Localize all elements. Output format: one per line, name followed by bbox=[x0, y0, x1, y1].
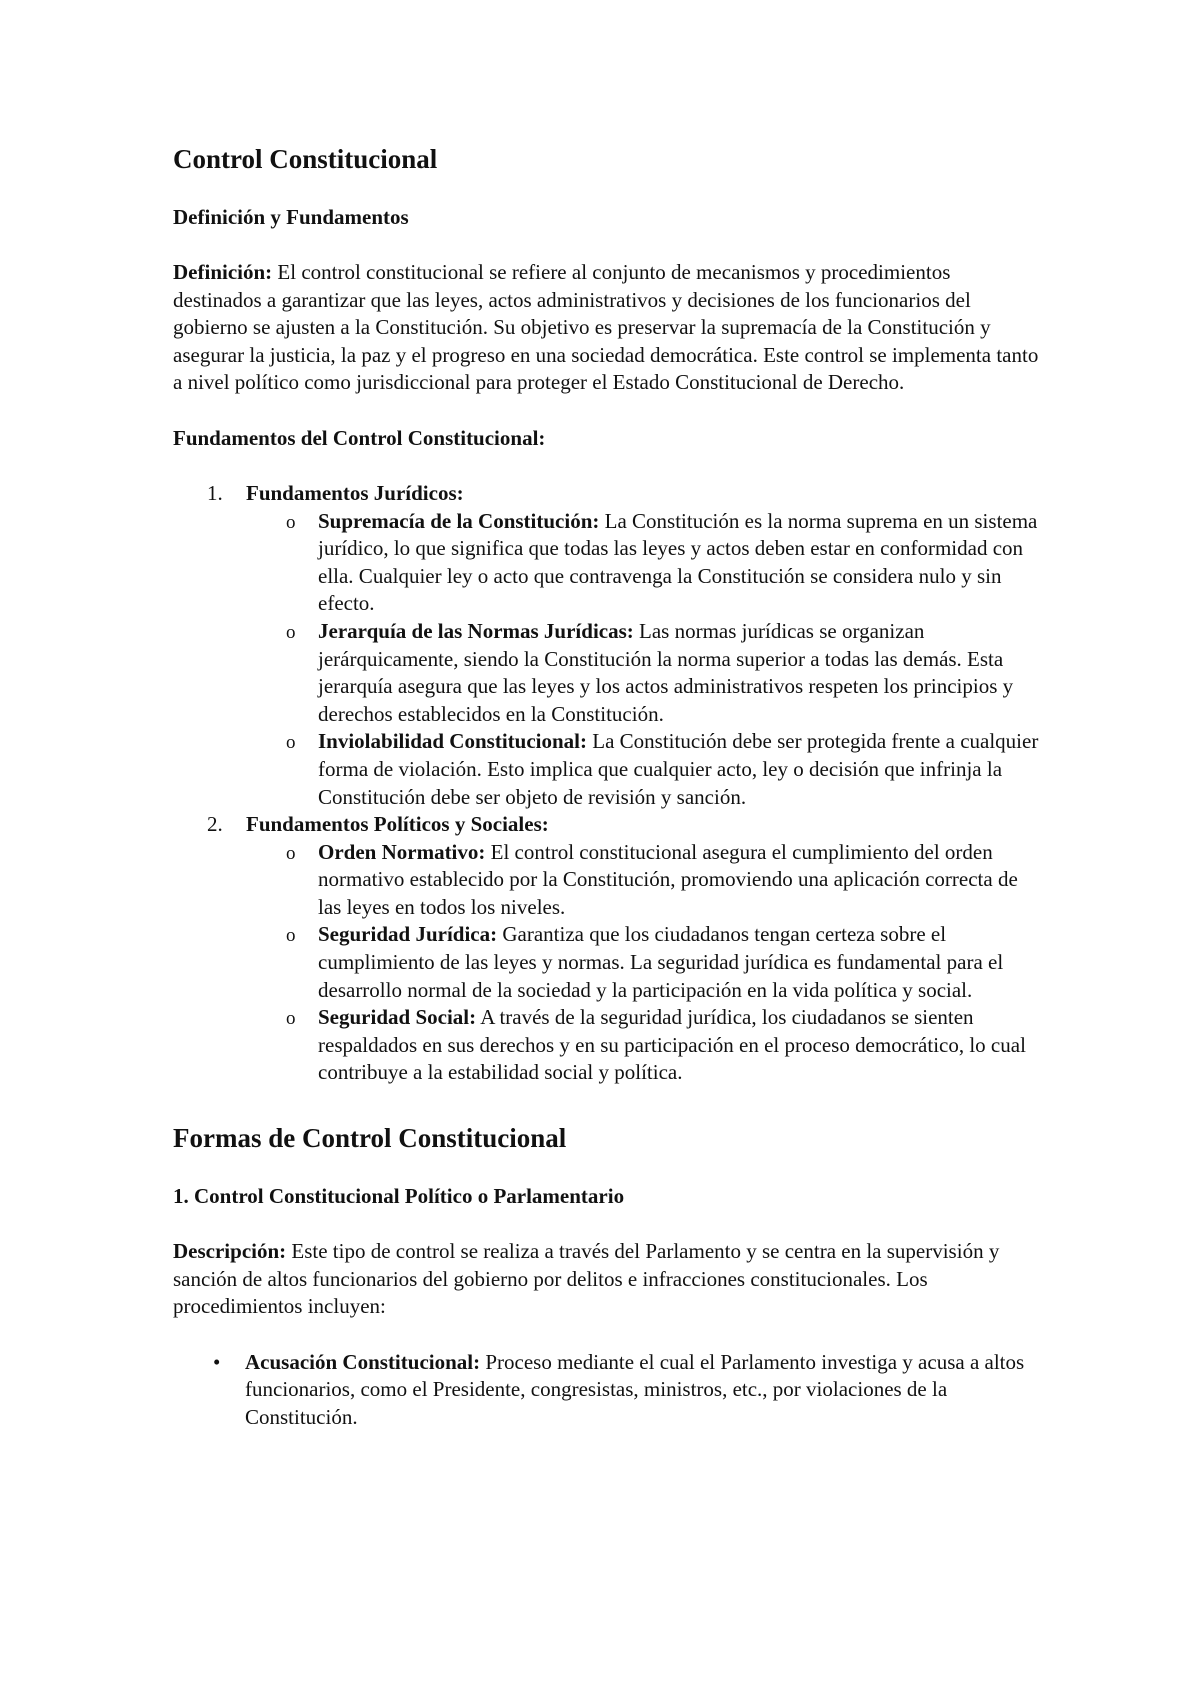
sub-list-item bbox=[246, 508, 1043, 618]
description-text: Este tipo de control se realiza a través del Parlamento y se centra en la supervisión y sanción de altos funcionarios del gobierno por delitos e infracciones constitucionales. Los procedimientos incluyen: bbox=[173, 1239, 1000, 1319]
definition-text: El control constitucional se refiere al conjunto de mecanismos y procedimientos destinados a garantizar que las leyes, actos administrativos y decisiones de los funcionarios del gobierno se ajusten a la Constitución. Su objetivo es preservar la supremacía de la Constitución y asegurar la justicia, la paz y el progreso en una sociedad democrática. Este control se implementa tanto a nivel político como jurisdiccional para proteger el Estado Constitucional de Derecho. bbox=[173, 260, 1039, 395]
circle-bullet-icon: o bbox=[286, 621, 296, 643]
section-title-formas: Formas de Control Constitucional bbox=[173, 1123, 567, 1154]
sub-list-item bbox=[246, 1004, 1043, 1087]
sub-item-label: Supremacía de la Constitución: bbox=[318, 508, 600, 533]
list-item-title: Fundamentos Políticos y Sociales: bbox=[246, 812, 549, 837]
sub-item-text: La Constitución es la norma suprema en un sistema jurídico, lo que significa que todas las leyes y actos deben estar en conformidad con ella. Cualquier ley o acto que contravenga la Constitución se considera nulo y sin efecto. bbox=[318, 508, 1038, 616]
sub-list-item bbox=[246, 728, 1043, 811]
section-heading-fundamentos: Fundamentos del Control Constitucional: bbox=[173, 425, 546, 450]
document-title: Control Constitucional bbox=[173, 144, 438, 174]
sub-list-item bbox=[246, 839, 1043, 922]
sub-item-text: El control constitucional asegura el cumplimiento del orden normativo establecido por la Constitución, promoviendo una aplicación correcta de las leyes en todos los niveles. bbox=[318, 839, 1018, 919]
sub-item-label: Seguridad Social: bbox=[318, 1005, 477, 1030]
procedure-text: Proceso mediante el cual el Parlamento investiga y acusa a altos funcionarios, como el Presidente, congresistas, ministros, etc., por violaciones de la Constitución. bbox=[245, 1349, 1025, 1429]
sub-item-text: A través de la seguridad jurídica, los ciudadanos se sienten respaldados en sus derechos y en su participación en el proceso democrático, lo cual contribuye a la estabilidad social y política. bbox=[318, 1005, 1026, 1085]
list-item-title: Fundamentos Jurídicos: bbox=[246, 480, 464, 505]
definition-paragraph bbox=[173, 259, 1043, 397]
procedure-item bbox=[173, 1349, 1043, 1432]
sub-item-text: Las normas jurídicas se organizan jerárquicamente, siendo la Constitución la norma superior a todas las demás. Esta jerarquía asegura que las leyes y los actos administrativos respeten los principios y derechos establecidos en la Constitución. bbox=[318, 618, 1014, 726]
description-label: Descripción: bbox=[173, 1239, 287, 1264]
procedure-label: Acusación Constitucional: bbox=[245, 1349, 481, 1374]
circle-bullet-icon: o bbox=[286, 511, 296, 533]
fundamentos-item bbox=[173, 480, 1043, 811]
description-paragraph bbox=[173, 1238, 1043, 1321]
sub-list bbox=[246, 508, 1043, 812]
section-heading-definicion: Definición y Fundamentos bbox=[173, 205, 409, 229]
circle-bullet-icon: o bbox=[286, 732, 296, 754]
circle-bullet-icon: o bbox=[286, 842, 296, 864]
sub-item-label: Jerarquía de las Normas Jurídicas: bbox=[318, 618, 634, 643]
procedures-list bbox=[173, 1349, 1043, 1432]
sub-item-text: Garantiza que los ciudadanos tengan certeza sobre el cumplimiento de las leyes y normas. La seguridad jurídica es fundamental para el desarrollo normal de la sociedad y la participación en la vida política y social. bbox=[318, 922, 1004, 1002]
sub-item-label: Seguridad Jurídica: bbox=[318, 922, 498, 947]
sub-list-item bbox=[246, 618, 1043, 728]
sub-list bbox=[246, 839, 1043, 1087]
document-body bbox=[173, 142, 1043, 1432]
circle-bullet-icon: o bbox=[286, 1008, 296, 1030]
list-number: 1. bbox=[207, 480, 223, 505]
sub-item-label: Inviolabilidad Constitucional: bbox=[318, 729, 587, 754]
sub-list-item bbox=[246, 921, 1043, 1004]
list-number: 2. bbox=[207, 812, 223, 837]
fundamentos-list bbox=[173, 480, 1043, 1087]
bullet-dot-icon: • bbox=[213, 1349, 221, 1374]
sub-item-text: La Constitución debe ser protegida frente a cualquier forma de violación. Esto implica que cualquier acto, ley o decisión que infrinja la Constitución debe ser objeto de revisión y sanción. bbox=[318, 729, 1039, 809]
circle-bullet-icon: o bbox=[286, 925, 296, 947]
definition-label: Definición: bbox=[173, 260, 273, 284]
fundamentos-item bbox=[173, 811, 1043, 1087]
subsection-heading-politico: 1. Control Constitucional Político o Parlamentario bbox=[173, 1184, 625, 1209]
sub-item-label: Orden Normativo: bbox=[318, 839, 486, 864]
